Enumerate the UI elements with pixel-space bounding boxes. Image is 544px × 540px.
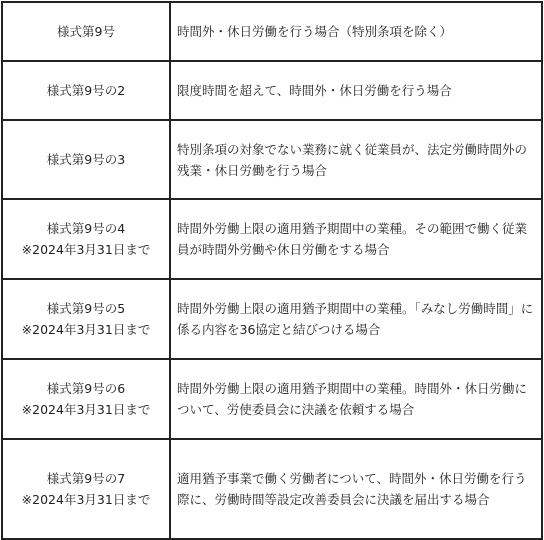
table-row <box>2 199 542 279</box>
form-description: 時間外労働上限の適用猶予期間中の業種。「みなし労働時間」に係る内容を36協定と結びつける場合 <box>177 301 534 337</box>
form-description: 限度時間を超えて、時間外・休日労働を行う場合 <box>177 83 452 98</box>
form-name: 様式第9号の6 <box>46 381 126 396</box>
form-description: 適用猶予事業で働く労働者について、時間外・休日労働を行う際に、労働時間等設定改善委員会に決議を届出する場合 <box>177 471 527 507</box>
form-name-cell <box>2 359 170 439</box>
form-name-cell <box>2 2 170 61</box>
table-row <box>2 439 542 539</box>
table-row <box>2 120 542 199</box>
description-cell <box>170 199 542 279</box>
form-name: 様式第9号の7 <box>46 471 126 486</box>
form-name-cell <box>2 279 170 359</box>
form-name: 様式第9号の2 <box>46 83 126 98</box>
table-row <box>2 359 542 439</box>
description-cell <box>170 359 542 439</box>
deadline-note: ※2024年3月31日まで <box>21 402 151 417</box>
description-cell <box>170 61 542 120</box>
form-name-cell <box>2 120 170 199</box>
form-description: 時間外労働上限の適用猶予期間中の業種。時間外・休日労働について、労使委員会に決議を依頼する場合 <box>177 381 528 417</box>
table-row <box>2 279 542 359</box>
table-row <box>2 61 542 120</box>
form-name: 様式第9号の3 <box>46 152 126 167</box>
form-name: 様式第9号の4 <box>46 221 126 236</box>
description-cell <box>170 2 542 61</box>
description-cell <box>170 439 542 539</box>
deadline-note: ※2024年3月31日まで <box>21 492 151 507</box>
form-description: 時間外・休日労働を行う場合（特別条項を除く） <box>177 24 453 39</box>
form-name-cell <box>2 199 170 279</box>
form-name-cell <box>2 439 170 539</box>
form-name: 様式第9号 <box>57 24 115 39</box>
description-cell <box>170 120 542 199</box>
form-description: 時間外労働上限の適用猶予期間中の業種。その範囲で働く従業員が時間外労働や休日労働をする場合 <box>177 221 528 257</box>
description-cell <box>170 279 542 359</box>
forms-table <box>1 1 543 540</box>
table-row <box>2 2 542 61</box>
form-name-cell <box>2 61 170 120</box>
form-name: 様式第9号の5 <box>46 301 126 316</box>
form-description: 特別条項の対象でない業務に就く従業員が、法定労働時間外の残業・休日労働を行う場合 <box>177 141 528 178</box>
deadline-note: ※2024年3月31日まで <box>21 322 151 337</box>
deadline-note: ※2024年3月31日まで <box>21 242 151 257</box>
